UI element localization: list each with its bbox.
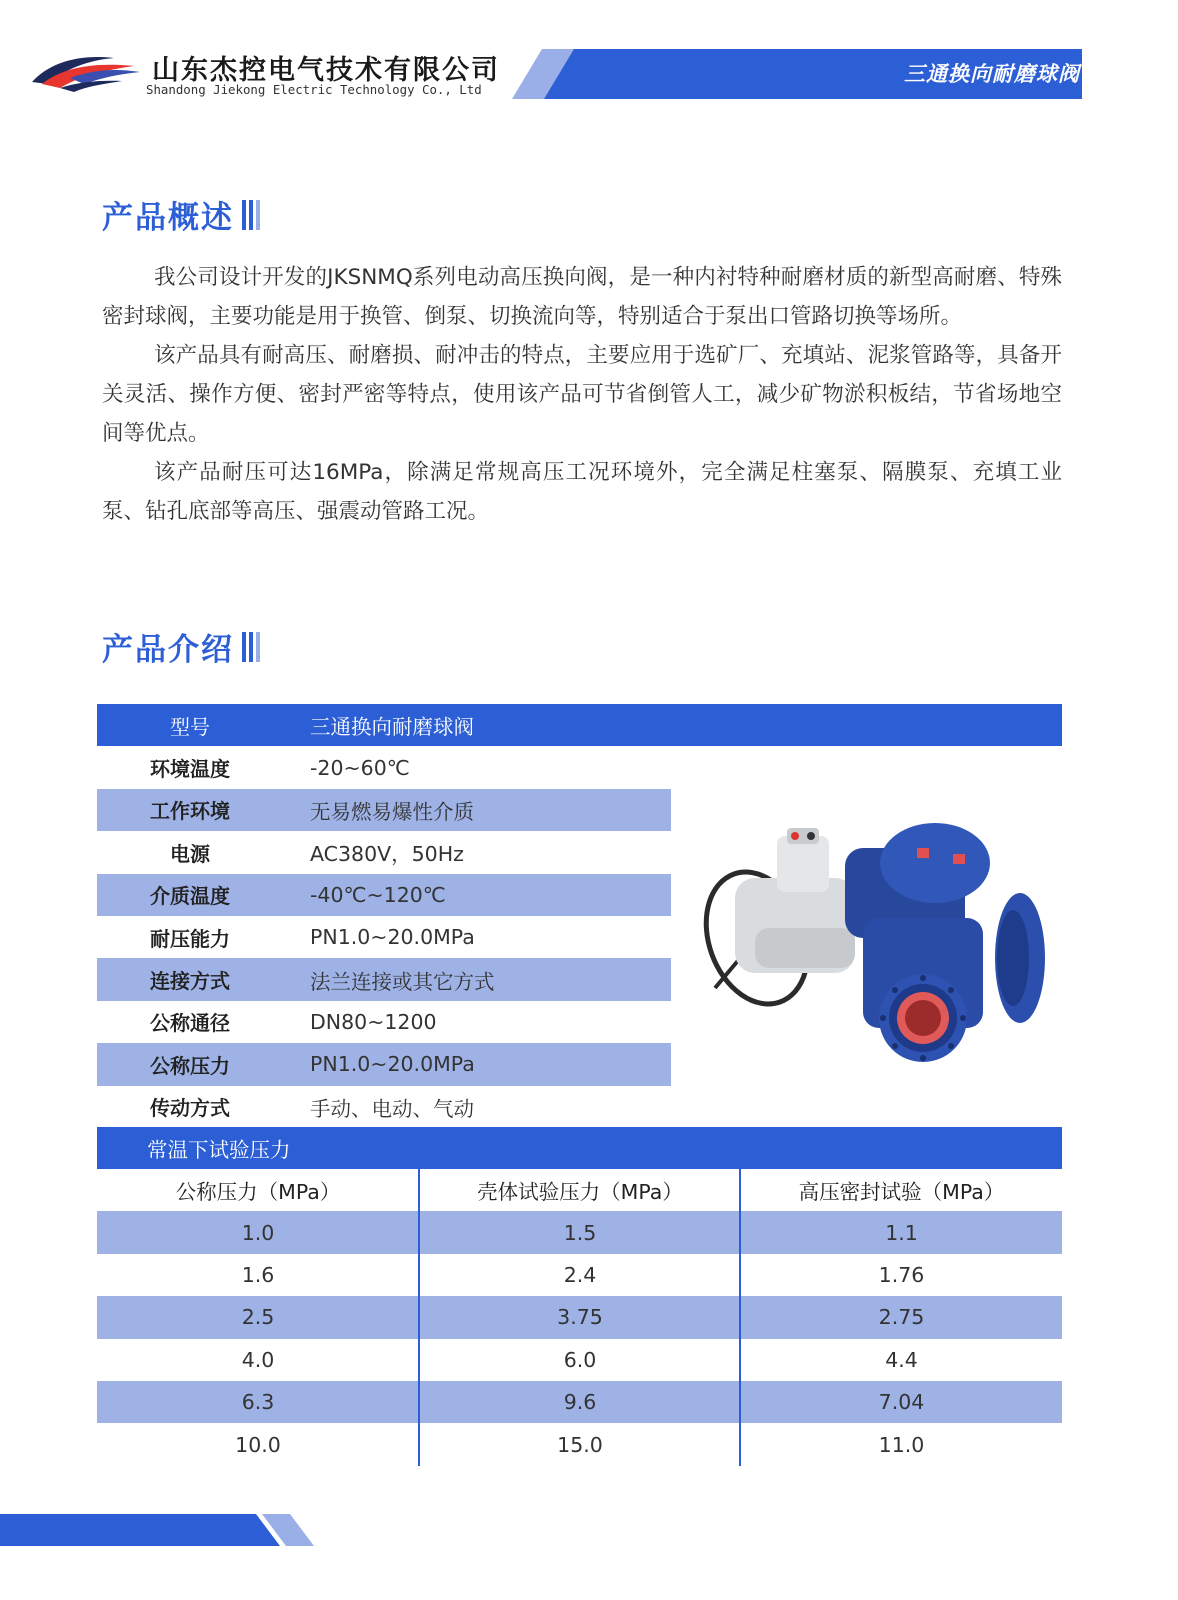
table-cell: 11.0 <box>878 1432 925 1457</box>
spec-label: 公称通径 <box>150 1011 230 1036</box>
spec-row <box>97 746 1062 788</box>
spec-value: DN80~1200 <box>310 1009 437 1034</box>
company-swoosh-logo-icon <box>30 48 142 96</box>
table-cell: 1.1 <box>885 1220 918 1245</box>
table-cell: 6.3 <box>241 1390 275 1415</box>
table-cell: 9.6 <box>563 1390 597 1415</box>
table-row <box>97 1423 1062 1465</box>
spec-label: 电源 <box>170 841 210 866</box>
table-row <box>97 1339 1062 1381</box>
heading-bars-icon <box>242 632 260 662</box>
column-header: 壳体试验压力（MPa） <box>477 1180 683 1205</box>
table-cell: 1.0 <box>241 1220 275 1245</box>
table-row <box>97 1296 1062 1338</box>
table-row <box>97 1211 1062 1253</box>
electric-three-way-ball-valve-image-icon <box>695 818 1055 1063</box>
table-cell: 4.4 <box>885 1347 918 1372</box>
overview-heading-text: 产品概述 <box>102 200 234 236</box>
spec-value: PN1.0~20.0MPa <box>310 925 475 950</box>
table-row <box>97 1254 1062 1296</box>
spec-value: 无易燃易爆性介质 <box>310 799 474 824</box>
table-cell: 1.5 <box>563 1220 597 1245</box>
table-cell: 1.76 <box>878 1262 925 1287</box>
table-cell: 2.4 <box>563 1262 597 1287</box>
spec-value: -20~60℃ <box>310 755 410 780</box>
header-product-title: 三通换向耐磨球阀 <box>904 62 1080 86</box>
spec-label: 公称压力 <box>150 1053 230 1078</box>
company-name-en: Shandong Jiekong Electric Technology Co., Ltd <box>146 82 482 97</box>
overview-paragraph-1: 我公司设计开发的JKSNMQ系列电动高压换向阀，是一种内衬特种耐磨材质的新型高耐磨、特殊密封球阀，主要功能是用于换管、倒泵、切换流向等，特别适合于泵出口管路切换等场所。 <box>102 265 1062 329</box>
footer-band <box>0 1514 330 1546</box>
table-cell: 2.5 <box>241 1305 275 1330</box>
table-cell: 3.75 <box>557 1305 603 1330</box>
table-cell: 1.6 <box>241 1262 275 1287</box>
column-header: 高压密封试验（MPa） <box>798 1180 1005 1205</box>
spec-row <box>97 874 671 916</box>
overview-text <box>102 258 1062 531</box>
company-name-cn: 山东杰控电气技术有限公司 <box>152 55 500 86</box>
spec-label: 介质温度 <box>150 884 230 909</box>
column-divider <box>739 1169 741 1466</box>
spec-label: 连接方式 <box>150 969 230 994</box>
spec-row <box>97 958 671 1000</box>
spec-label: 传动方式 <box>150 1096 230 1121</box>
spec-label: 工作环境 <box>150 799 230 824</box>
table-cell: 7.04 <box>878 1390 925 1415</box>
overview-paragraph-2: 该产品具有耐高压、耐磨损、耐冲击的特点，主要应用于选矿厂、充填站、泥浆管路等，具备开关灵活、操作方便、密封严密等特点，使用该产品可节省倒管人工，减少矿物淤积板结，节省场地空间等优点。 <box>102 343 1062 446</box>
spec-row <box>97 1043 671 1085</box>
spec-row <box>97 704 1062 746</box>
spec-row <box>97 1086 1062 1128</box>
table-cell: 2.75 <box>878 1305 925 1330</box>
table-cell: 4.0 <box>241 1347 275 1372</box>
table-cell: 10.0 <box>235 1432 281 1457</box>
table-row <box>97 1381 1062 1423</box>
table-cell: 6.0 <box>563 1347 597 1372</box>
pressure-table-title: 常温下试验压力 <box>97 1127 1062 1169</box>
heading-bars-icon <box>242 200 260 230</box>
pressure-table <box>97 1127 1062 1466</box>
overview-paragraph-3: 该产品耐压可达16MPa，除满足常规高压工况环境外，完全满足柱塞泵、隔膜泵、充填工业泵、钻孔底部等高压、强震动管路工况。 <box>102 460 1062 524</box>
spec-row <box>97 789 671 831</box>
spec-value: 法兰连接或其它方式 <box>310 969 495 994</box>
spec-label: 环境温度 <box>150 757 230 782</box>
spec-value: 三通换向耐磨球阀 <box>310 715 474 740</box>
spec-value: AC380V，50Hz <box>310 842 464 867</box>
spec-label: 型号 <box>170 714 210 739</box>
spec-value: PN1.0~20.0MPa <box>310 1052 475 1077</box>
table-header-row <box>97 1169 1062 1211</box>
table-cell: 15.0 <box>557 1432 603 1457</box>
section-title-intro <box>102 624 260 669</box>
spec-value: -40℃~120℃ <box>310 882 446 907</box>
column-divider <box>418 1169 420 1466</box>
spec-label: 耐压能力 <box>150 926 230 951</box>
intro-heading-text: 产品介绍 <box>102 632 234 668</box>
spec-value: 手动、电动、气动 <box>310 1096 474 1121</box>
page-header <box>0 0 1178 110</box>
section-title-overview <box>102 192 260 237</box>
column-header: 公称压力（MPa） <box>175 1180 341 1205</box>
